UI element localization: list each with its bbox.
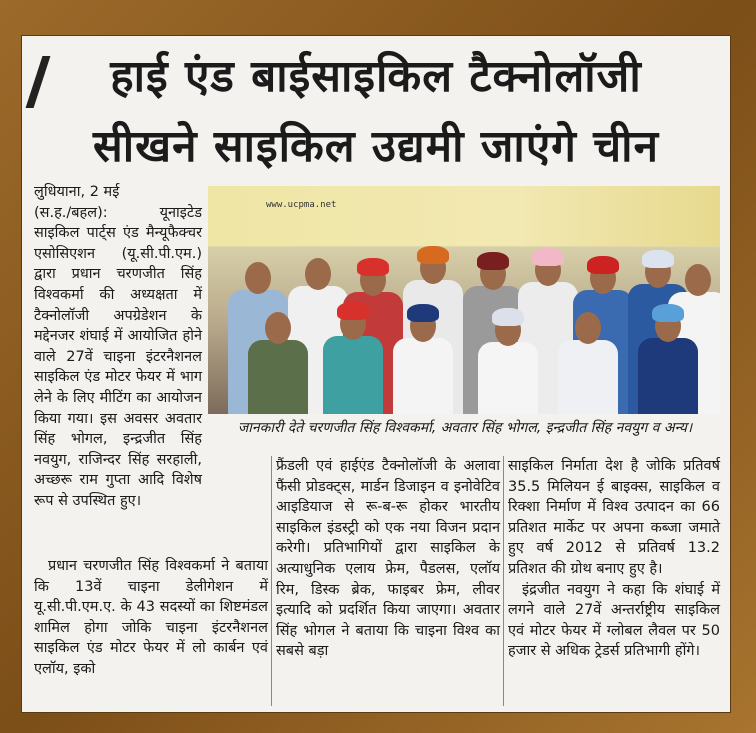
article-paragraph: साइकिल निर्माता देश है जोकि प्रतिवर्ष 35.5 मिलियन ई बाइक्स, साइकिल व रिक्शा निर्माण में विश्व उत्पादन का 66 प्रतिशत मार्केट पर अपना कब्जा जमाते हुए वर्ष 2012 से प्रतिवर्ष 13.2 प्रतिशत की ग्रोथ बनाए हुए है। [508, 458, 720, 577]
article-column-3 [508, 456, 720, 662]
turban-icon [477, 252, 509, 270]
person-body [393, 338, 453, 414]
group-photo [208, 186, 720, 414]
article-paragraph: इंद्रजीत नवयुग ने कहा कि शंघाई में लगने वाले 27वें अन्तर्राष्ट्रीय साइकिल एवं मोटर फेयर में ग्लोबल लैवल पर 50 हजार से अधिक ट्रेडर्स प्रतिभागी होंगे। [508, 581, 720, 660]
banner-url-text: www.ucpma.net [266, 200, 337, 210]
person-body [638, 338, 698, 414]
turban-icon [337, 302, 369, 320]
person-body [323, 336, 383, 414]
turban-icon [357, 258, 389, 276]
turban-icon [417, 246, 449, 264]
turban-icon [642, 250, 674, 268]
photo-caption: जानकारी देते चरणजीत सिंह विश्वकर्मा, अवतार सिंह भोगल, इन्द्रजीत सिंह नवयुग व अन्य। [237, 420, 693, 436]
person-body [558, 340, 618, 414]
article-column-1 [34, 182, 202, 512]
person-head [265, 312, 291, 344]
turban-icon [532, 248, 564, 266]
article-paragraph: फ्रैंडली एवं हाईएंड टैक्नोलॉजी के अलावा फैंसी प्रोडक्ट्स, मार्डन डिजाइन व इनोवेटिव आइडियाज से रू-ब-रू होकर भारतीय साइकिल इंडस्ट्री को एक नया विजन प्रदान करेगी। प्रतिभागियों द्वारा साइकिल के अत्याधुनिक एलाय फ्रेम, पैडलस, एलॉय रिम, डिस्क ब्रेक, फाइबर फ्रेम, लीवर इत्यादि को प्रदर्शित किया जाएगा। अवतार सिंह भोगल ने बताया कि चाइना विश्व का सबसे बड़ा [276, 458, 500, 660]
dateline: लुधियाना, 2 मई [34, 184, 120, 200]
person-body [248, 340, 308, 414]
headline-line-2: सीखने साइकिल उद्यमी जाएंगे चीन [92, 121, 660, 172]
turban-icon [652, 304, 684, 322]
column-divider [271, 456, 272, 706]
turban-icon [492, 308, 524, 326]
person-head [245, 262, 271, 294]
article-paragraph: प्रधान चरणजीत सिंह विश्वकर्मा ने बताया कि 13वें चाइना डेलीगेशन में यू.सी.पी.एम.ए. के 43 सदस्यों का शिष्टमंडल शामिल होगा जोकि चाइना इंटरनैशनल साइकिल एंड मोटर फेयर में लो कार्बन एवं एलॉय, इको [34, 558, 268, 677]
photo-banner [208, 186, 720, 246]
newspaper-clipping [22, 36, 730, 712]
person-head [575, 312, 601, 344]
article-paragraph: (स.ह./बहल): यूनाइटेड साइकिल पार्ट्स एंड मैन्यूफैक्चर एसोसिएशन (यू.सी.पी.एम.) द्वारा प्रधान चरणजीत सिंह विश्वकर्मा की अध्यक्षता में टैक्नोलॉजी अपग्रेडेशन के मद्देनजर शंघाई में आयोजित होने वाले 27वें चाइना इंटरनैशनल साइकिल एंड मोटर फेयर में भाग लेने के लिए मीटिंग का आयोजन किया गया। इस अवसर अवतार सिंह भोगल, इन्द्रजीत सिंह नवयुग, राजिन्दर सिंह सरहाली, अच्छरू राम गुप्ता आदि विशेष रूप से उपस्थित हुए। [34, 204, 202, 509]
column-divider [503, 456, 504, 706]
article-column-1-lower [34, 556, 268, 680]
person-head [685, 264, 711, 296]
turban-icon [407, 304, 439, 322]
person-head [305, 258, 331, 290]
turban-icon [587, 256, 619, 274]
article-column-2 [276, 456, 500, 662]
headline-line-1: हाई एंड बाईसाइकिल टैक्नोलॉजी [110, 51, 642, 102]
person-body [478, 342, 538, 414]
